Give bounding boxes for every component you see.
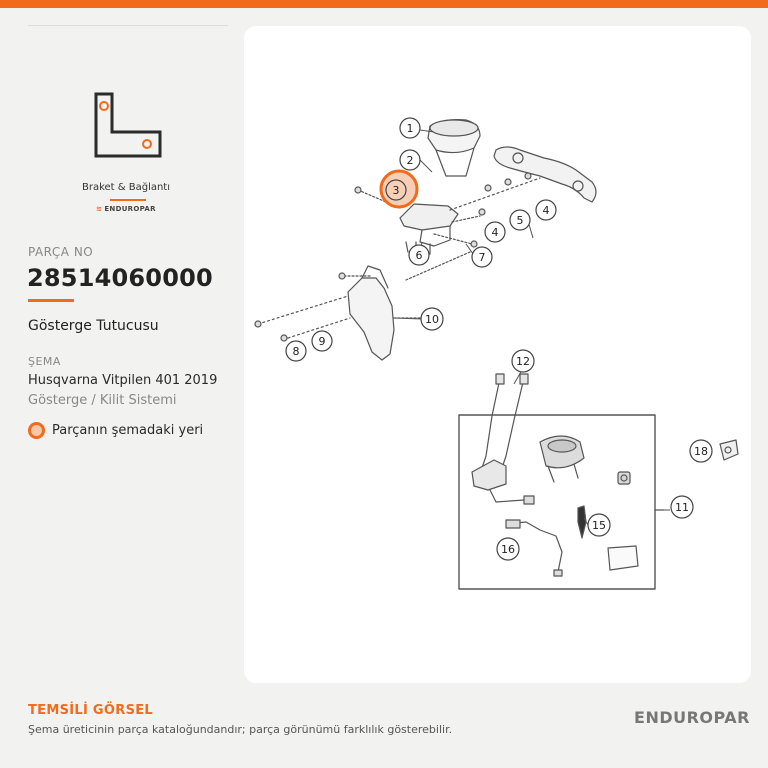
brand-mark-icon: ≋ <box>96 205 103 213</box>
callout-1 <box>400 118 420 138</box>
svg-text:5: 5 <box>516 214 524 227</box>
svg-text:6: 6 <box>415 249 423 262</box>
callout-18 <box>690 440 712 462</box>
svg-text:4: 4 <box>542 204 550 217</box>
schema-system: Gösterge / Kilit Sistemi <box>28 393 177 408</box>
footer-brand: ENDUROPAR <box>634 708 750 727</box>
callout-11 <box>671 496 693 518</box>
callout-5 <box>510 210 530 230</box>
svg-text:10: 10 <box>425 313 439 326</box>
svg-text:7: 7 <box>478 251 486 264</box>
callout-4-lower <box>485 222 505 242</box>
category-rule <box>110 199 146 201</box>
svg-text:4: 4 <box>491 226 499 239</box>
callout-7 <box>472 247 492 267</box>
schema-label: ŞEMA <box>28 355 61 368</box>
callout-12 <box>512 350 534 372</box>
callout-15 <box>588 514 610 536</box>
svg-text:9: 9 <box>318 335 326 348</box>
svg-text:12: 12 <box>516 355 530 368</box>
callout-9 <box>312 331 332 351</box>
top-accent-bar <box>0 0 768 8</box>
svg-text:18: 18 <box>694 445 708 458</box>
part-number-label: PARÇA NO <box>28 245 94 259</box>
svg-text:8: 8 <box>292 345 300 358</box>
part-number-rule <box>28 299 74 302</box>
highlight-marker-icon <box>28 422 45 439</box>
legend-text: Parçanın şemadaki yeri <box>52 423 204 438</box>
category-brand <box>28 205 224 213</box>
svg-text:11: 11 <box>675 501 689 514</box>
parts-diagram <box>244 26 751 683</box>
footer-description: Şema üreticinin parça kataloğundandır; parça görünümü farklılık gösterebilir. <box>28 723 453 736</box>
svg-text:1: 1 <box>406 122 414 135</box>
category-label: Braket & Bağlantı <box>81 182 171 193</box>
callout-6 <box>409 245 429 265</box>
callout-16 <box>497 538 519 560</box>
svg-text:15: 15 <box>592 519 606 532</box>
callout-8 <box>286 341 306 361</box>
category-brand-text: ENDUROPAR <box>104 205 156 213</box>
location-legend <box>28 422 203 439</box>
schema-model: Husqvarna Vitpilen 401 2019 <box>28 373 218 388</box>
part-name: Gösterge Tutucusu <box>28 318 159 334</box>
diagram-panel <box>244 26 751 683</box>
callout-2 <box>400 150 420 170</box>
callout-4 <box>536 200 556 220</box>
l-bracket-icon <box>92 92 164 160</box>
svg-text:3: 3 <box>392 184 400 197</box>
svg-text:2: 2 <box>406 154 414 167</box>
svg-text:16: 16 <box>501 543 515 556</box>
part-number: 28514060000 <box>27 264 213 292</box>
footer-title: TEMSİLİ GÖRSEL <box>28 703 153 718</box>
top-divider <box>28 25 228 26</box>
callout-10 <box>421 308 443 330</box>
